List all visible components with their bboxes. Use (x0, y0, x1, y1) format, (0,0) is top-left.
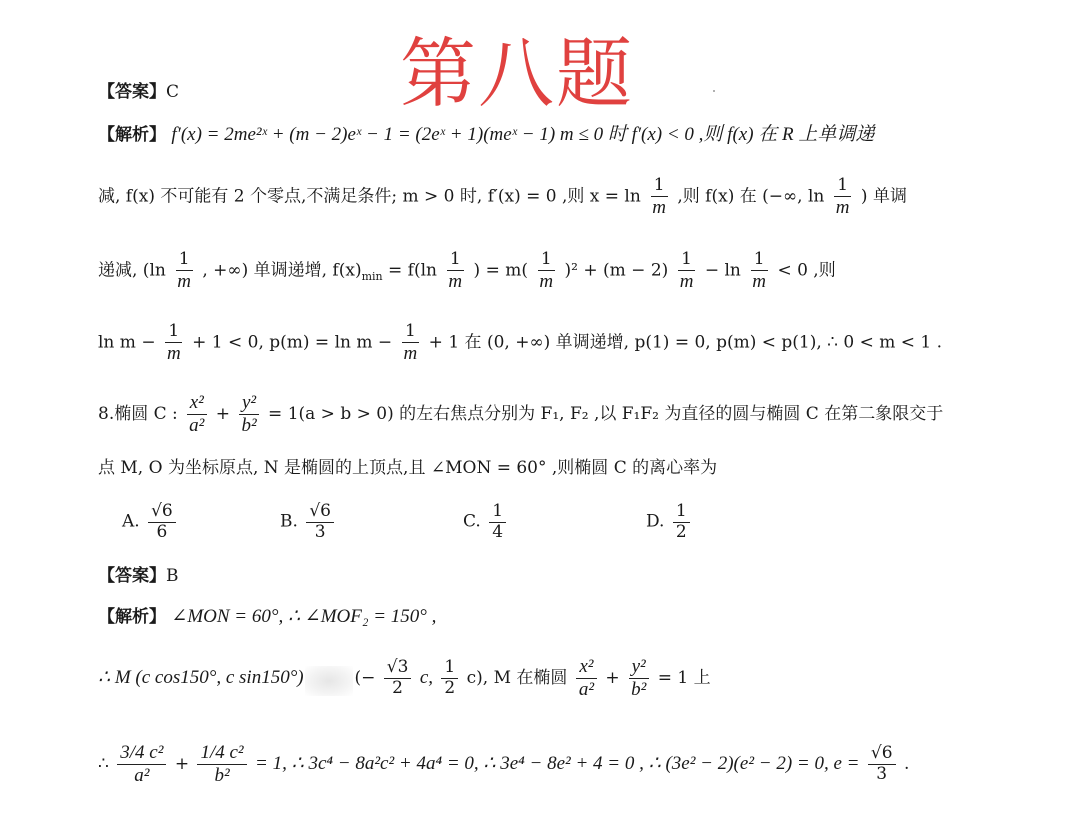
prev-analysis-text-2c: ) 单调 (860, 186, 907, 207)
q8-stem-line-1 (98, 392, 943, 437)
q8-stem-2: 点 M, O 为坐标原点, N 是椭圆的上顶点,且 ∠MON = 60° ,则椭圆 C 的离心率为 (98, 458, 718, 478)
fraction-sqrt6-over-3: $\frac{√6}{3}$ (868, 744, 896, 784)
page-title: 第八题 (400, 29, 634, 118)
prev-analysis-text-3g: < 0 ,则 (777, 260, 836, 281)
prev-analysis-line-4 (98, 322, 942, 364)
blurred-redaction (305, 666, 353, 696)
option-d-letter: D. (646, 511, 665, 532)
q8-analysis-text-1: ∠MON = 60°, ∴ ∠MOF₂ = 150° , (171, 606, 437, 627)
prev-analysis-text-1: f′(x) = 2me²ˣ + (m − 2)eˣ − 1 = (2eˣ + 1)(meˣ − 1) m ≤ 0 时 f′(x) < 0 ,则 f(x) 在 R 上单调递 (171, 124, 875, 145)
q8-analysis-text-2d: c), M 在椭圆 (466, 667, 568, 688)
option-d-fraction: $\frac{1}{2}$ (673, 502, 690, 542)
fraction-c2-over-4b2: $\frac{\text{1/4 c²}}{\text{b²}}$ (197, 742, 246, 787)
fraction-1-over-2: $\frac{1}{2}$ (441, 658, 458, 698)
fraction-1-over-m: $\frac{1}{m}$ (652, 175, 666, 218)
prev-analysis-text-4a: ln m − (98, 332, 156, 353)
prev-analysis-text-3d: ) = m( (473, 260, 528, 281)
option-b-fraction: $\frac{√6}{3}$ (306, 502, 334, 542)
prev-analysis-text-3e: )² + (m − 2) (564, 260, 669, 281)
option-b (280, 502, 337, 542)
q8-analysis-text-3a: ∴ (98, 753, 109, 774)
prev-answer-line (98, 82, 179, 102)
option-d (646, 502, 693, 542)
option-a-fraction: $\frac{√6}{6}$ (148, 502, 176, 542)
q8-analysis-end: . (903, 753, 910, 774)
q8-analysis-text-2b: (− (354, 667, 376, 688)
q8-analysis-label: 【解析】 (98, 607, 166, 627)
q8-analysis-line-2: ∴ M (c cos150°, c sin150°) (− $\frac{√3}{2}$ c, $\frac{1}{2}$ c), M 在椭圆 $\frac{\text{x²}}{\text{a²}}$ + $\frac{\text{y²}}{\text{b²}}$ = 1 上 (98, 656, 711, 700)
prev-answer-value: C (166, 82, 180, 102)
prev-analysis-text-4c: + 1 在 (0, +∞) 单调递增, p(1) = 0, p(m) < p(1), ∴ 0 < m < 1 . (428, 332, 943, 353)
q8-stem-b: + (215, 403, 231, 424)
option-c-fraction: $\frac{1}{4}$ (489, 502, 506, 542)
q8-answer-line (98, 566, 179, 586)
q8-answer-label: 【答案】 (98, 566, 166, 586)
fraction-1-over-m: $\frac{1}{m}$ (539, 249, 554, 292)
fraction-1-over-m: $\frac{1}{m}$ (752, 249, 767, 292)
fraction-1-over-m: $\frac{1}{m}$ (679, 249, 694, 292)
q8-analysis-text-2a: ∴ M (c cos150°, c sin150°) (98, 666, 304, 688)
prev-analysis-label: 【解析】 (98, 125, 166, 145)
fraction-3c2-over-4a2: $\frac{\text{3/4 c²}}{\text{a²}}$ (117, 742, 166, 787)
fraction-1-over-m: $\frac{1}{m}$ (835, 175, 850, 218)
prev-analysis-line-3 (98, 250, 836, 292)
option-c (463, 502, 509, 542)
q8-stem-a: 8.椭圆 C : (98, 403, 178, 424)
option-a-letter: A. (122, 511, 140, 532)
q8-analysis-text-3b: + (174, 753, 190, 774)
stray-dot (713, 90, 715, 92)
prev-analysis-text-3a: 递减, (ln (98, 260, 166, 281)
q8-stem-c: = 1(a > b > 0) 的左右焦点分别为 F₁, F₂ ,以 F₁F₂ 为直径的圆与椭圆 C 在第二象限交于 (268, 403, 944, 424)
fraction-y2-over-b2: $\frac{\text{y²}}{\text{b²}}$ (238, 392, 259, 437)
q8-analysis-line-3 (98, 742, 909, 787)
q8-analysis-text-2e: = 1 上 (657, 667, 711, 688)
prev-analysis-text-2b: ,则 f(x) 在 (−∞, ln (677, 186, 825, 207)
prev-analysis-text-2a: 减, f(x) 不可能有 2 个零点,不满足条件; m > 0 时, f′(x) = 0 ,则 x = ln (98, 186, 641, 207)
fraction-1-over-m: $\frac{1}{m}$ (403, 321, 418, 364)
q8-analysis-text-3c: = 1, ∴ 3c⁴ − 8a²c² + 4a⁴ = 0, ∴ 3e⁴ − 8e² + 4 = 0 , ∴ (3e² − 2)(e² − 2) = 0, e = (255, 752, 860, 774)
prev-analysis-line-1 (98, 124, 874, 147)
option-a (122, 502, 179, 542)
q8-analysis-line-1 (98, 606, 436, 629)
q8-analysis-text-2c: c, (419, 666, 433, 688)
prev-analysis-text-3c: = f(ln (388, 260, 437, 281)
prev-analysis-text-4b: + 1 < 0, p(m) = ln m − (192, 332, 393, 353)
fraction-y2-over-b2: $\frac{\text{y²}}{\text{b²}}$ (628, 656, 649, 701)
fraction-1-over-m: $\frac{1}{m}$ (177, 249, 191, 292)
q8-answer-value: B (166, 566, 179, 586)
fraction-sqrt3-over-2: $\frac{√3}{2}$ (384, 658, 412, 698)
q8-stem-line-2 (98, 458, 717, 478)
option-b-letter: B. (280, 511, 298, 532)
fraction-1-over-m: $\frac{1}{m}$ (448, 249, 463, 292)
prev-analysis-text-3b: , +∞) 单调递增, f(x) (202, 260, 362, 281)
fraction-x2-over-a2: $\frac{\text{x²}}{\text{a²}}$ (186, 392, 207, 437)
fraction-x2-over-a2: $\frac{\text{x²}}{\text{a²}}$ (576, 656, 597, 701)
fraction-1-over-m: $\frac{1}{m}$ (166, 321, 181, 364)
prev-analysis-text-3f: − ln (704, 260, 741, 281)
subscript-min: min (361, 270, 383, 284)
prev-analysis-line-2 (98, 176, 907, 218)
option-c-letter: C. (463, 511, 481, 532)
prev-answer-label: 【答案】 (98, 82, 166, 102)
